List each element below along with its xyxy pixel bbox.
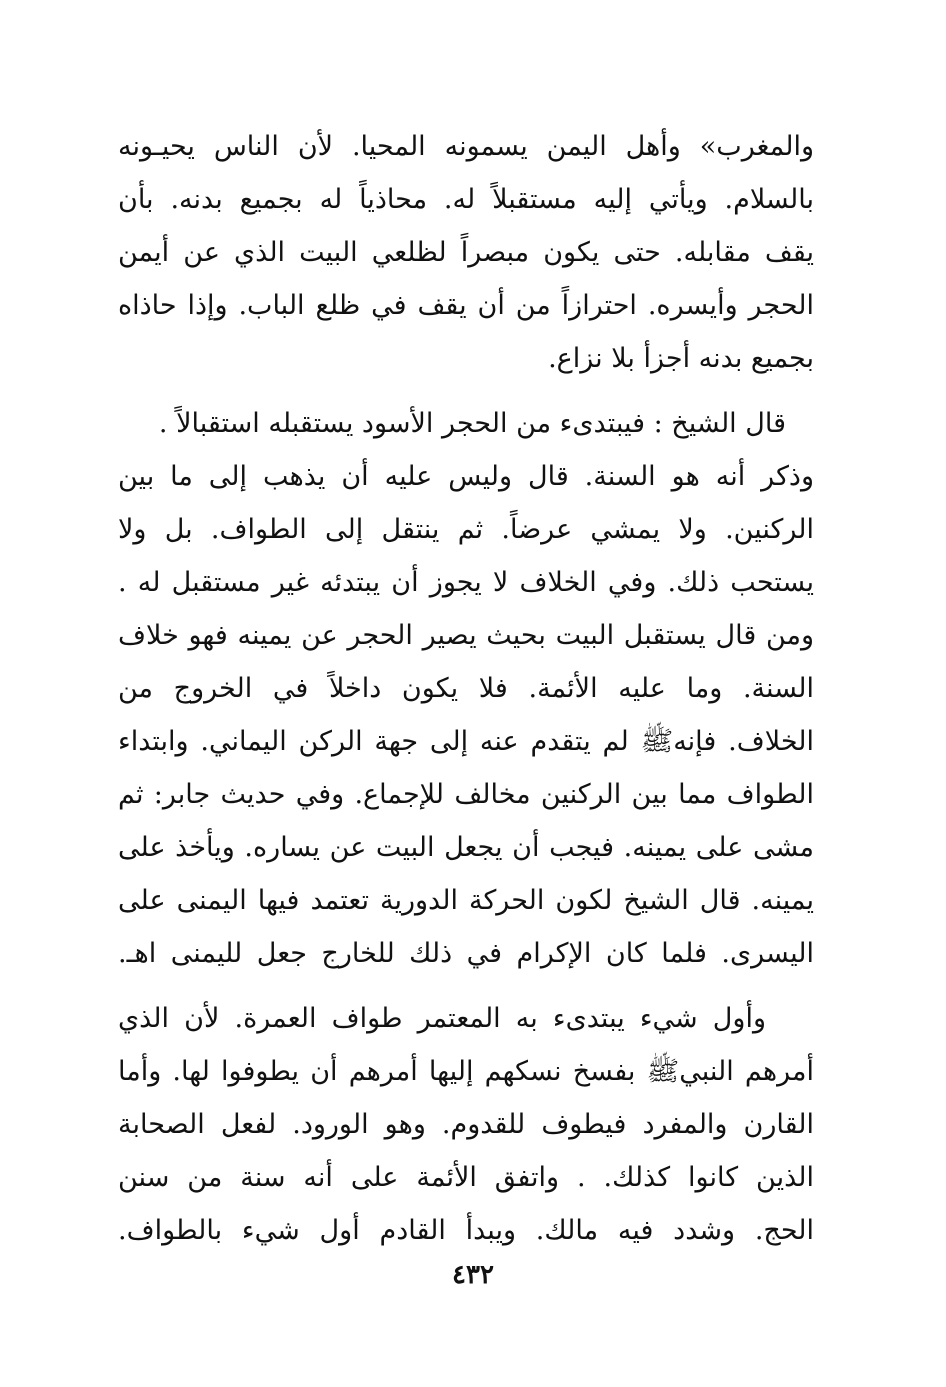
paragraph-2	[118, 397, 814, 980]
text-line: أمرهم النبيﷺ بفسخ نسكهم إليها أمرهم أن يطوفوا لها. وأما	[118, 1056, 814, 1087]
text-line: الذين كانوا كذلك. . واتفق الأئمة على أنه سنة من سنن	[118, 1162, 814, 1193]
text-line: والمغرب» وأهل اليمن يسمونه المحيا. لأن الناس يحيـونه	[118, 131, 814, 162]
paragraph-1	[118, 120, 814, 385]
text-line: السنة. وما عليه الأئمة. فلا يكون داخلاً في الخروج من	[118, 673, 814, 704]
text-line: الحج. وشدد فيه مالك. ويبدأ القادم أول شيء بالطواف.	[118, 1215, 814, 1246]
text-line: يمينه. قال الشيخ لكون الحركة الدورية تعتمد فيها اليمنى على	[118, 885, 814, 916]
text-line: الخلاف. فإنهﷺ لم يتقدم عنه إلى جهة الركن اليماني. وابتداء	[118, 726, 814, 757]
text-line: ومن قال يستقبل البيت بحيث يصير الحجر عن يمينه فهو خلاف	[118, 620, 814, 651]
text-line: بالسلام. ويأتي إليه مستقبلاً له. محاذياً له بجميع بدنه. بأن	[118, 184, 814, 215]
text-line: الطواف مما بين الركنين مخالف للإجماع. وفي حديث جابر: ثم	[118, 779, 814, 810]
page-body	[118, 120, 814, 1257]
text-line: بجميع بدنه أجزأ بلا نزاع.	[548, 343, 814, 374]
text-line: الركنين. ولا يمشي عرضاً. ثم ينتقل إلى الطواف. بل ولا	[118, 514, 814, 545]
text-line: وأول شيء يبتدىء به المعتمر طواف العمرة. لأن الذي	[118, 1003, 766, 1034]
text-line: وذكر أنه هو السنة. قال وليس عليه أن يذهب إلى ما بين	[118, 461, 814, 492]
text-line: القارن والمفرد فيطوف للقدوم. وهو الورود. لفعل الصحابة	[118, 1109, 814, 1140]
page-number: ٤٣٢	[452, 1260, 494, 1290]
text-line: يستحب ذلك. وفي الخلاف لا يجوز أن يبتدئه غير مستقبل له .	[118, 567, 814, 598]
text-line: قال الشيخ : فيبتدىء من الحجر الأسود يستقبله استقبالاً .	[158, 408, 786, 439]
paragraph-3	[118, 992, 814, 1257]
text-line: الحجر وأيسره. احترازاً من أن يقف في ظلع الباب. وإذا حاذاه	[118, 290, 814, 321]
text-line: اليسرى. فلما كان الإكرام في ذلك للخارج جعل لليمنى اهـ.	[118, 938, 814, 969]
text-line: يقف مقابله. حتى يكون مبصراً لظلعي البيت الذي عن أيمن	[118, 237, 814, 268]
text-line: مشى على يمينه. فيجب أن يجعل البيت عن يساره. ويأخذ على	[118, 832, 814, 863]
